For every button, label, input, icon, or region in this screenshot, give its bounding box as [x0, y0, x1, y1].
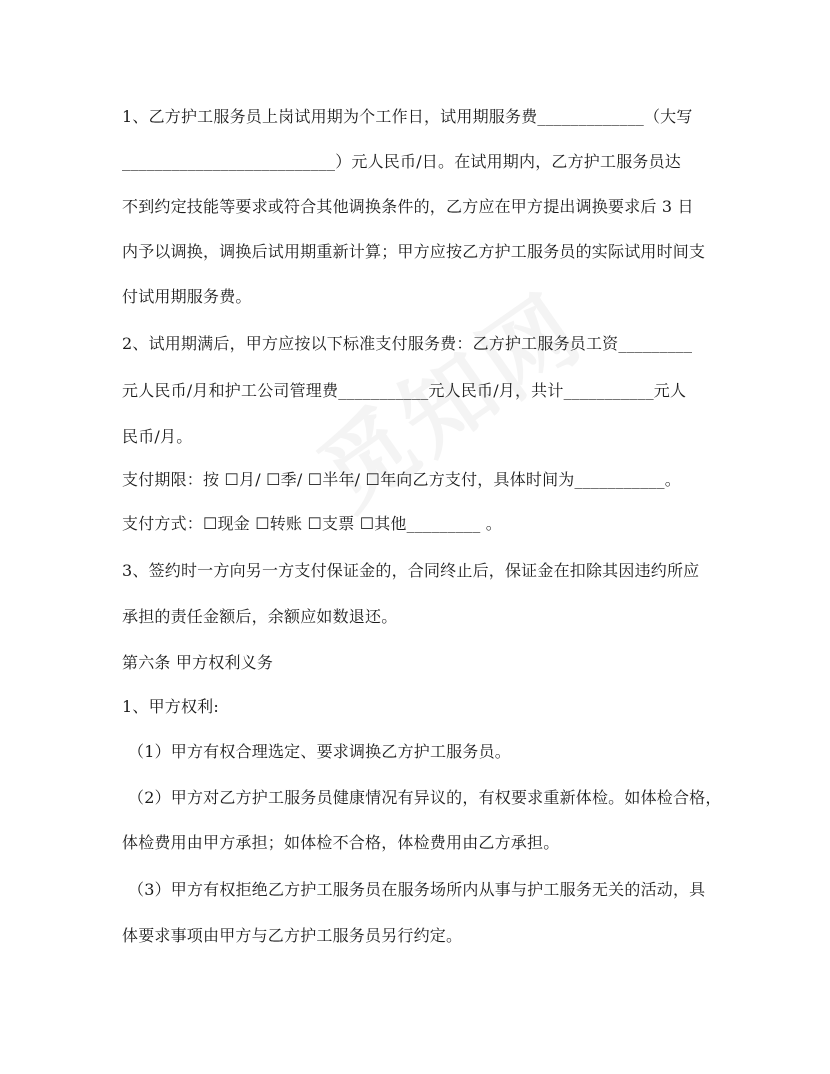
paragraph-line: 2、试用期满后，甲方应按以下标准支付服务费：乙方护工服务员工资_________ — [122, 334, 693, 353]
section-heading: 第六条 甲方权利义务 — [122, 653, 274, 672]
paragraph-line: 体要求事项由甲方与乙方护工服务员另行约定。 — [122, 926, 463, 945]
clause-line: （1）甲方有权合理选定、要求调换乙方护工服务员。 — [128, 742, 511, 761]
paragraph-line: __________________________）元人民币/日。在试用期内，乙方护工服务员达 — [122, 152, 681, 171]
paragraph-line: 3、签约时一方向另一方支付保证金的，合同终止后，保证金在扣除其因违约所应 — [122, 561, 700, 580]
paragraph-line: 付试用期服务费。 — [122, 287, 252, 306]
paragraph-line: 内予以调换，调换后试用期重新计算；甲方应按乙方护工服务员的实际试用时间支 — [122, 242, 706, 261]
clause-line: （3）甲方有权拒绝乙方护工服务员在服务场所内从事与护工服务无关的活动，具 — [128, 880, 706, 899]
payment-method-line: 支付方式：☐现金 ☐转账 ☐支票 ☐其他_________ 。 — [122, 514, 502, 533]
paragraph-line: 承担的责任金额后，余额应如数退还。 — [122, 607, 398, 626]
paragraph-line: 元人民币/月和护工公司管理费___________元人民币/月，共计___________元人 — [122, 381, 687, 400]
paragraph-line: 不到约定技能等要求或符合其他调换条件的，乙方应在甲方提出调换要求后 3 日 — [122, 197, 694, 216]
paragraph-line: 1、乙方护工服务员上岗试用期为个工作日，试用期服务费_____________（大写 — [122, 107, 693, 126]
paragraph-line: 体检费用由甲方承担；如体检不合格，体检费用由乙方承担。 — [122, 833, 560, 852]
paragraph-line: 民币/月。 — [122, 427, 193, 446]
payment-term-line: 支付期限：按 ☐月/ ☐季/ ☐半年/ ☐年向乙方支付，具体时间为___________。 — [122, 470, 681, 489]
clause-line: （2）甲方对乙方护工服务员健康情况有异议的，有权要求重新体检。如体检合格， — [128, 788, 722, 807]
subsection-heading: 1、甲方权利: — [122, 697, 219, 716]
